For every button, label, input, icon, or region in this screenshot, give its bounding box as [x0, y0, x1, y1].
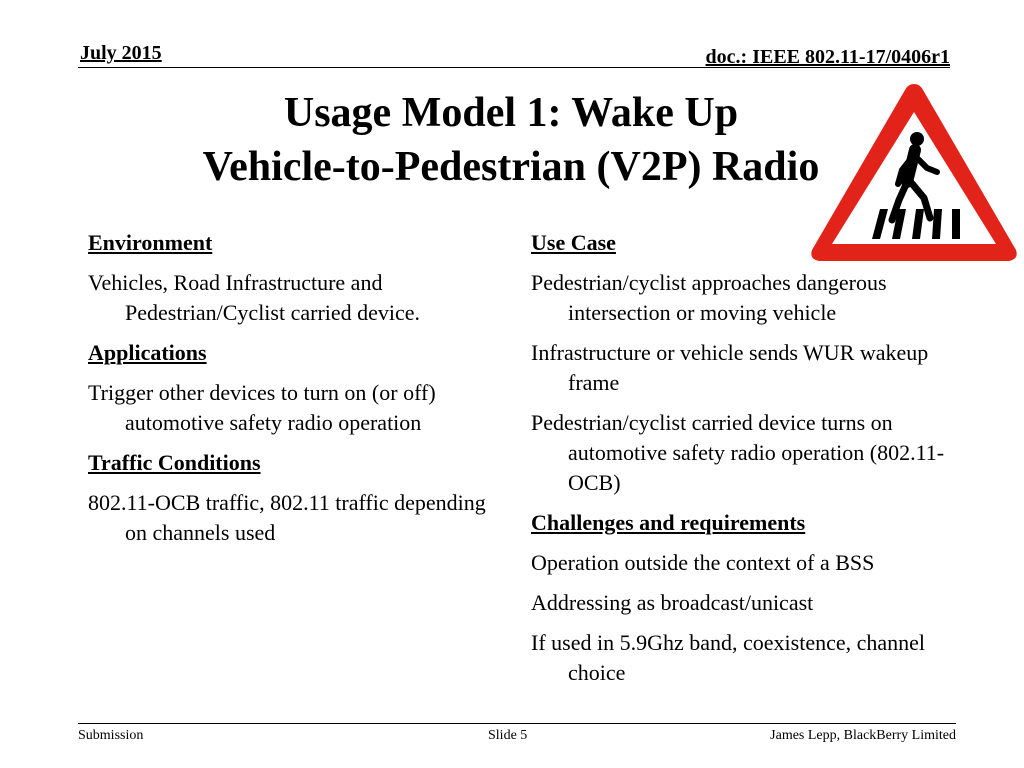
environment-heading: Environment — [88, 230, 213, 255]
header-divider — [78, 67, 950, 68]
challenge-item: Operation outside the context of a BSS — [531, 550, 875, 575]
use-case-item: Pedestrian/cyclist carried device turns on automotive safety radio operation (802.11-OCB) — [531, 410, 945, 495]
use-case-item: Pedestrian/cyclist approaches dangerous intersection or moving vehicle — [531, 270, 887, 325]
slide-title-line-1: Usage Model 1: Wake Up — [283, 90, 739, 136]
footer-submission: Submission — [78, 728, 144, 743]
traffic-conditions-text: 802.11-OCB traffic, 802.11 traffic depending on channels used — [88, 490, 486, 545]
footer-divider — [78, 723, 956, 724]
traffic-conditions-heading: Traffic Conditions — [88, 450, 261, 475]
use-case-heading: Use Case — [531, 230, 616, 255]
challenge-item: If used in 5.9Ghz band, coexistence, channel choice — [531, 630, 926, 685]
footer-slide-number: Slide 5 — [488, 728, 528, 743]
challenges-heading: Challenges and requirements — [531, 510, 806, 535]
slide-title-line-2: Vehicle-to-Pedestrian (V2P) Radio — [202, 144, 820, 190]
left-column — [88, 228, 488, 558]
use-case-item: Infrastructure or vehicle sends WUR wakeup frame — [531, 340, 929, 395]
header-date: July 2015 — [80, 42, 162, 64]
footer-author: James Lepp, BlackBerry Limited — [770, 728, 956, 743]
applications-text: Trigger other devices to turn on (or off) automotive safety radio operation — [88, 380, 436, 435]
header-doc-id: doc.: IEEE 802.11-17/0406r1 — [705, 46, 950, 68]
challenge-item: Addressing as broadcast/unicast — [531, 590, 814, 615]
right-column — [531, 228, 951, 698]
applications-heading: Applications — [88, 340, 207, 365]
environment-text: Vehicles, Road Infrastructure and Pedestrian/Cyclist carried device. — [88, 270, 421, 325]
